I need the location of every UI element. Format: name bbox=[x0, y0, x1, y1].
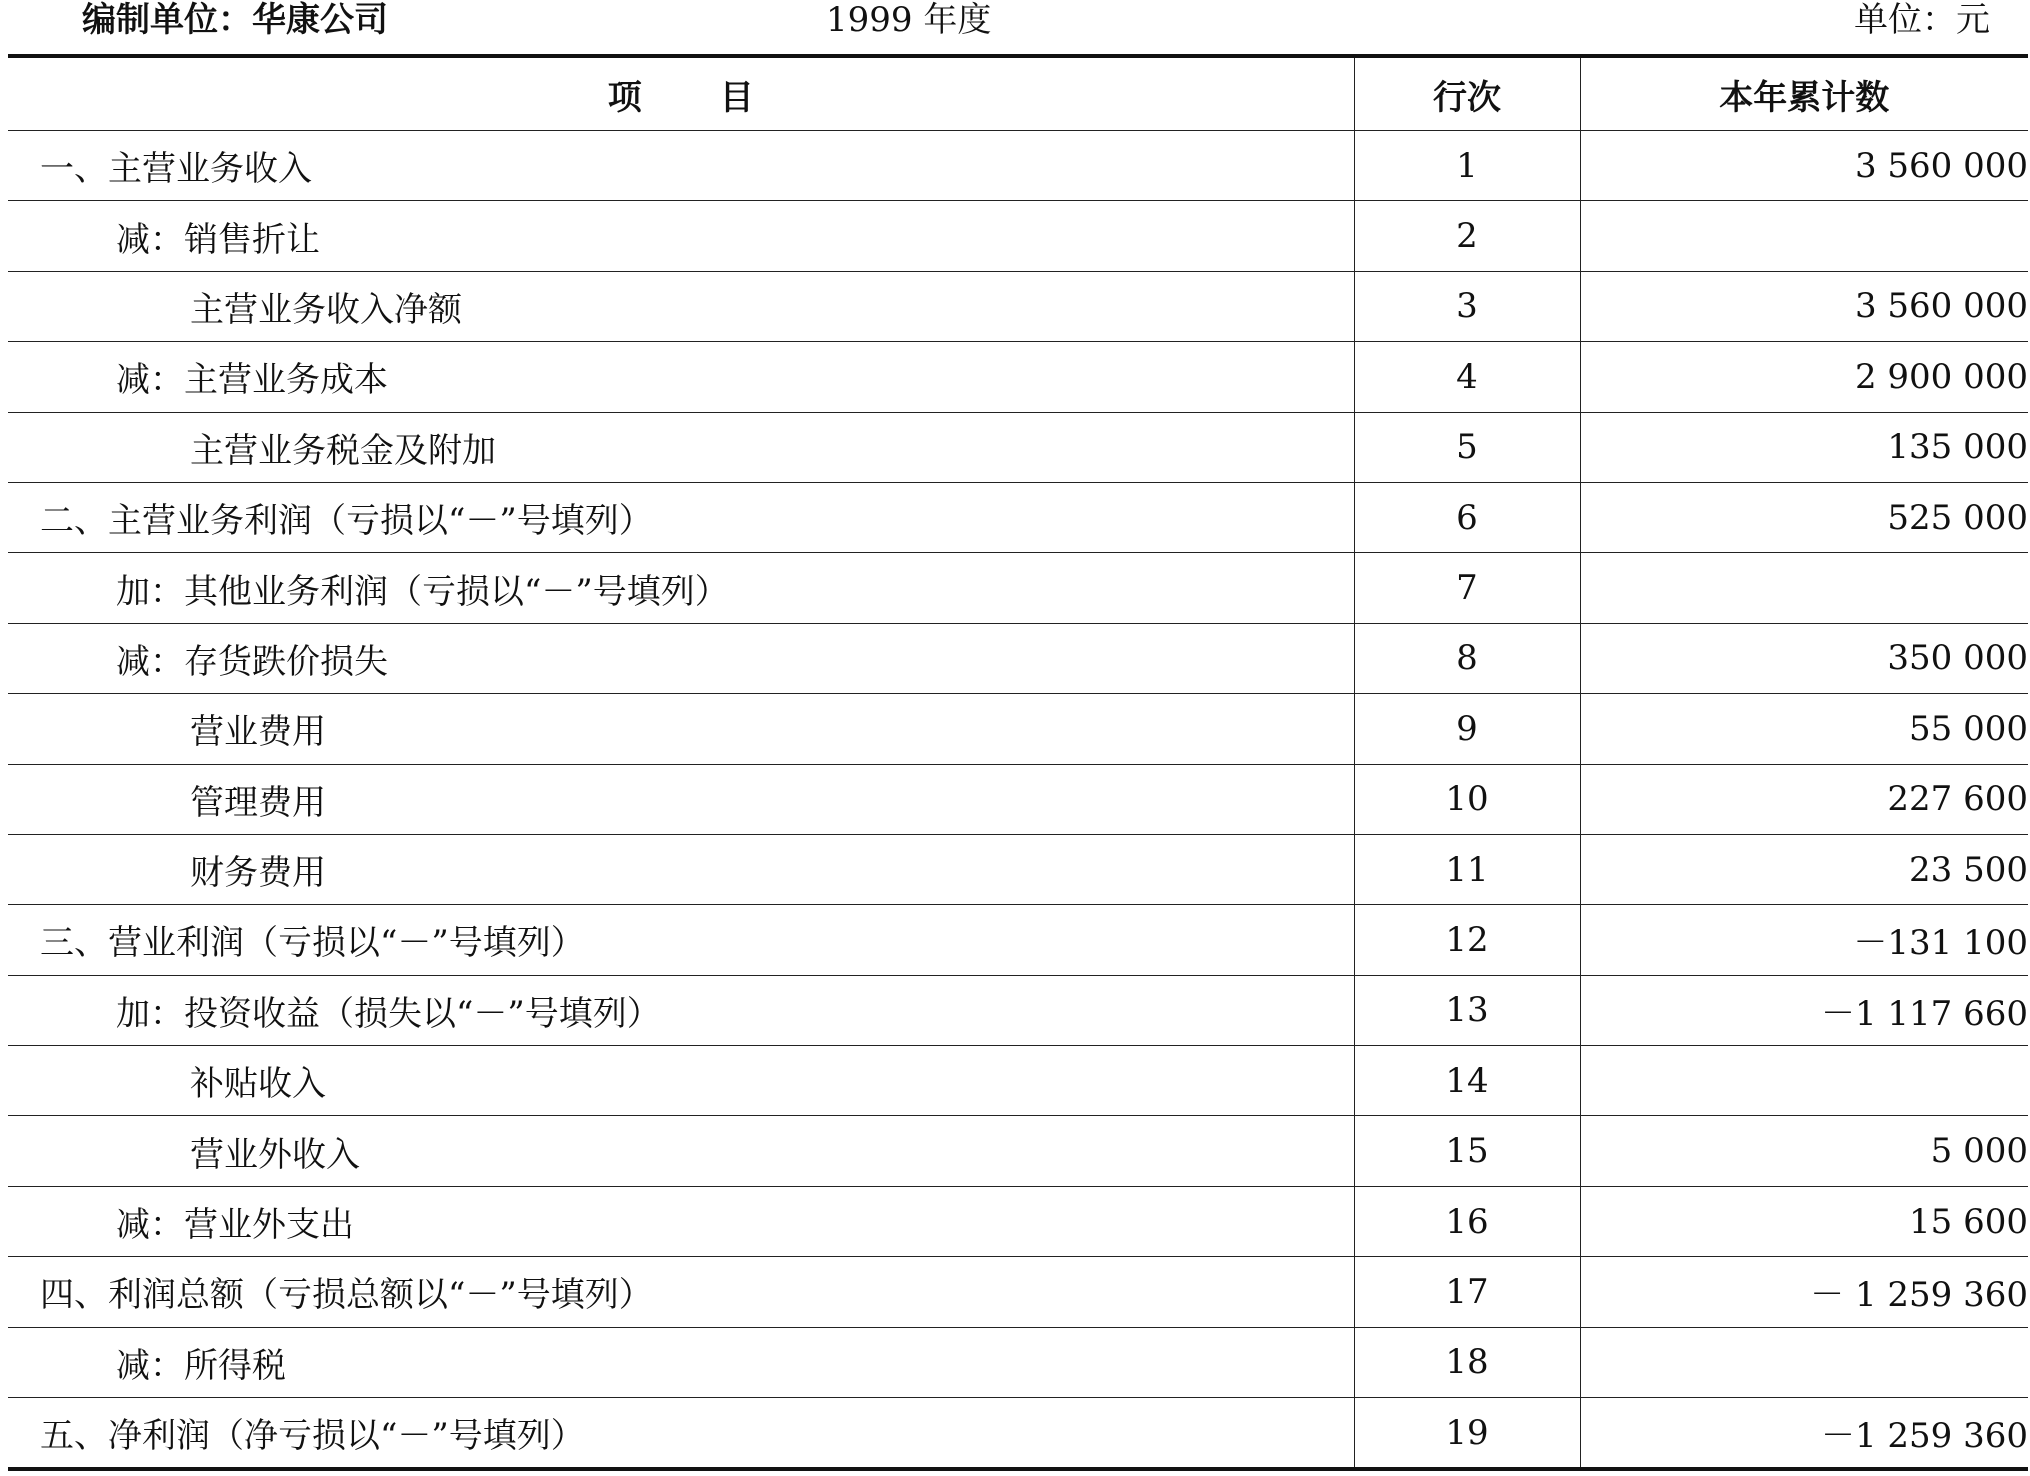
row-item-label: 五、净利润（净亏损以“－”号填列） bbox=[8, 1398, 1354, 1470]
table-row bbox=[8, 623, 2028, 693]
row-line-number: 13 bbox=[1354, 975, 1580, 1045]
table-row bbox=[8, 764, 2028, 834]
row-line-number: 17 bbox=[1354, 1257, 1580, 1327]
table-header-row bbox=[8, 56, 2028, 131]
row-item-label: 减：所得税 bbox=[8, 1327, 1354, 1397]
income-statement-table bbox=[8, 54, 2028, 1471]
row-item-label: 营业费用 bbox=[8, 694, 1354, 764]
row-line-number: 1 bbox=[1354, 131, 1580, 201]
row-ytd-amount: 23 500 bbox=[1580, 834, 2028, 904]
table-row bbox=[8, 1398, 2028, 1470]
row-item-label: 财务费用 bbox=[8, 834, 1354, 904]
statement-header bbox=[0, 0, 2030, 46]
table-row bbox=[8, 131, 2028, 201]
table-row bbox=[8, 482, 2028, 552]
row-line-number: 8 bbox=[1354, 623, 1580, 693]
column-header-ytd-amount: 本年累计数 bbox=[1580, 56, 2028, 131]
row-line-number: 14 bbox=[1354, 1046, 1580, 1116]
row-line-number: 7 bbox=[1354, 553, 1580, 623]
row-line-number: 9 bbox=[1354, 694, 1580, 764]
row-line-number: 6 bbox=[1354, 482, 1580, 552]
row-line-number: 19 bbox=[1354, 1398, 1580, 1470]
row-ytd-amount: 3 560 000 bbox=[1580, 271, 2028, 341]
row-item-label: 加：投资收益（损失以“－”号填列） bbox=[8, 975, 1354, 1045]
fiscal-year: 1999 年度 bbox=[826, 0, 992, 40]
row-ytd-amount bbox=[1580, 201, 2028, 271]
row-ytd-amount: 227 600 bbox=[1580, 764, 2028, 834]
row-ytd-amount: 350 000 bbox=[1580, 623, 2028, 693]
row-ytd-amount: 2 900 000 bbox=[1580, 342, 2028, 412]
row-ytd-amount: 3 560 000 bbox=[1580, 131, 2028, 201]
row-item-label: 加：其他业务利润（亏损以“－”号填列） bbox=[8, 553, 1354, 623]
row-line-number: 4 bbox=[1354, 342, 1580, 412]
row-line-number: 18 bbox=[1354, 1327, 1580, 1397]
currency-unit: 单位：元 bbox=[1854, 0, 1990, 40]
table-row bbox=[8, 834, 2028, 904]
row-ytd-amount: 135 000 bbox=[1580, 412, 2028, 482]
row-item-label: 四、利润总额（亏损总额以“－”号填列） bbox=[8, 1257, 1354, 1327]
row-ytd-amount: －1 117 660 bbox=[1580, 975, 2028, 1045]
table-row bbox=[8, 1116, 2028, 1186]
row-ytd-amount: 525 000 bbox=[1580, 482, 2028, 552]
row-line-number: 10 bbox=[1354, 764, 1580, 834]
table-row bbox=[8, 201, 2028, 271]
row-item-label: 补贴收入 bbox=[8, 1046, 1354, 1116]
row-ytd-amount: －1 259 360 bbox=[1580, 1398, 2028, 1470]
row-line-number: 3 bbox=[1354, 271, 1580, 341]
row-line-number: 16 bbox=[1354, 1186, 1580, 1256]
table-row bbox=[8, 975, 2028, 1045]
row-item-label: 减：主营业务成本 bbox=[8, 342, 1354, 412]
table-row bbox=[8, 694, 2028, 764]
table-row bbox=[8, 342, 2028, 412]
row-ytd-amount: 5 000 bbox=[1580, 1116, 2028, 1186]
column-header-line-no: 行次 bbox=[1354, 56, 1580, 131]
table-row bbox=[8, 1327, 2028, 1397]
row-line-number: 15 bbox=[1354, 1116, 1580, 1186]
table-row bbox=[8, 271, 2028, 341]
row-ytd-amount: －131 100 bbox=[1580, 905, 2028, 975]
row-ytd-amount bbox=[1580, 1046, 2028, 1116]
row-item-label: 营业外收入 bbox=[8, 1116, 1354, 1186]
table-row bbox=[8, 1186, 2028, 1256]
row-line-number: 11 bbox=[1354, 834, 1580, 904]
table-row bbox=[8, 412, 2028, 482]
row-item-label: 减：存货跌价损失 bbox=[8, 623, 1354, 693]
preparer-unit: 编制单位：华康公司 bbox=[82, 0, 388, 40]
row-line-number: 12 bbox=[1354, 905, 1580, 975]
column-header-item: 项目 bbox=[8, 56, 1354, 131]
row-ytd-amount bbox=[1580, 553, 2028, 623]
row-ytd-amount: 15 600 bbox=[1580, 1186, 2028, 1256]
row-ytd-amount bbox=[1580, 1327, 2028, 1397]
row-item-label: 三、营业利润（亏损以“－”号填列） bbox=[8, 905, 1354, 975]
row-line-number: 5 bbox=[1354, 412, 1580, 482]
row-item-label: 减：销售折让 bbox=[8, 201, 1354, 271]
table-row bbox=[8, 905, 2028, 975]
table-row bbox=[8, 1046, 2028, 1116]
row-item-label: 主营业务税金及附加 bbox=[8, 412, 1354, 482]
row-item-label: 管理费用 bbox=[8, 764, 1354, 834]
row-item-label: 二、主营业务利润（亏损以“－”号填列） bbox=[8, 482, 1354, 552]
table-row bbox=[8, 1257, 2028, 1327]
row-ytd-amount: － 1 259 360 bbox=[1580, 1257, 2028, 1327]
row-item-label: 主营业务收入净额 bbox=[8, 271, 1354, 341]
row-line-number: 2 bbox=[1354, 201, 1580, 271]
row-item-label: 减：营业外支出 bbox=[8, 1186, 1354, 1256]
table-row bbox=[8, 553, 2028, 623]
row-ytd-amount: 55 000 bbox=[1580, 694, 2028, 764]
row-item-label: 一、主营业务收入 bbox=[8, 131, 1354, 201]
